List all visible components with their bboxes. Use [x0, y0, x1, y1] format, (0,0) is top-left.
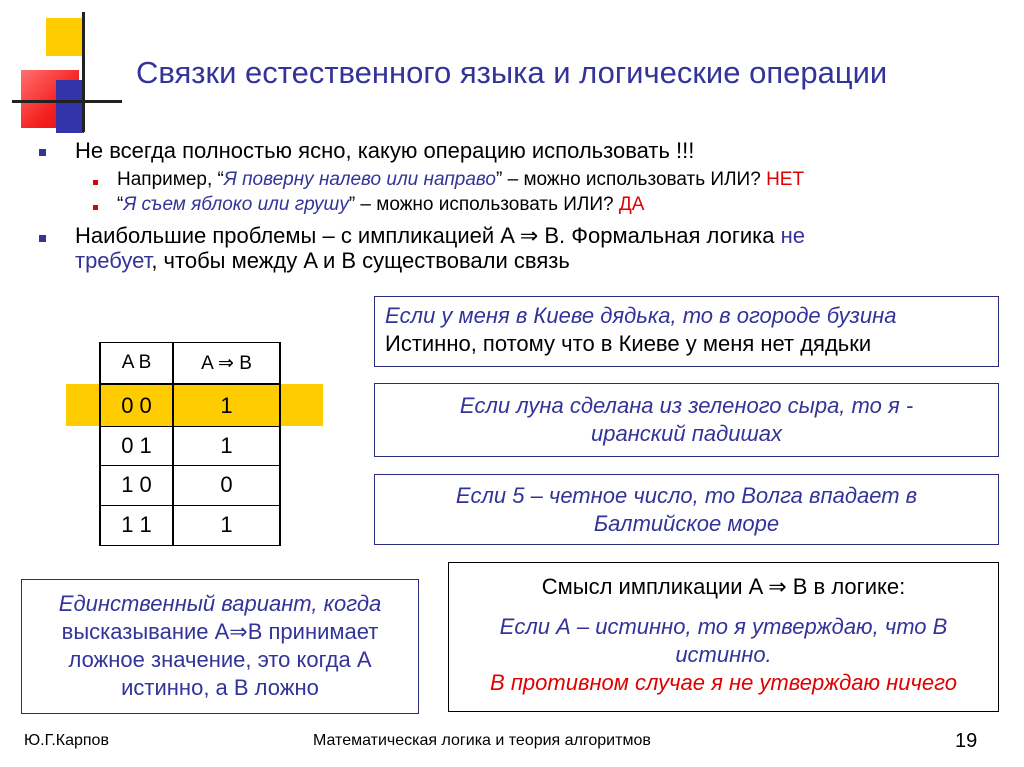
example-box-3 [374, 474, 999, 545]
example-3-line-2: Балтийское море [593, 511, 780, 536]
table-cell-ab: 0 1 [121, 433, 152, 458]
table-border-right [279, 342, 281, 546]
meaning-line-3: В противном случае я не утверждаю ничего [490, 670, 957, 695]
example-box-2 [374, 383, 999, 457]
implication-meaning-box [448, 562, 999, 712]
sub-bullet-icon [93, 205, 98, 210]
sub-bullet-1-answer: НЕТ [766, 169, 805, 190]
sub-bullet-1-middle: ” – можно использовать ИЛИ? [496, 169, 767, 190]
slide-title: Связки естественного языка и логические операции [136, 55, 888, 90]
meaning-line-1: Если А – истинно, то я утверждаю, что В [499, 614, 948, 639]
table-cell-result: 1 [220, 433, 233, 458]
falsity-note-box [21, 579, 419, 714]
table-header-divider [99, 383, 281, 385]
logo-blue-bar [56, 80, 84, 133]
meaning-heading: Смысл импликации A ⇒ B в логике: [541, 574, 906, 599]
table-border-bottom [99, 545, 281, 546]
table-header-ab: A B [121, 352, 152, 373]
table-cell-result: 0 [220, 472, 233, 497]
logo-horizontal-line [12, 100, 122, 103]
note-line-3: ложное значение, это когда А [68, 647, 372, 672]
bullet-square-icon [39, 149, 46, 156]
sub-bullet-1-prefix: Например, “ [117, 169, 224, 190]
bullet-2-line-1 [75, 223, 805, 249]
table-row-divider [99, 426, 281, 427]
bullet-1-text: Не всегда полностью ясно, какую операцию использовать !!! [75, 138, 695, 163]
footer-course: Математическая логика и теория алгоритмов [313, 732, 651, 749]
example-1-explanation: Истинно, потому что в Киеве у меня нет дядьки [385, 331, 872, 356]
note-line-4: истинно, а В ложно [121, 675, 319, 700]
bullet-2-part-2: , чтобы между A и B существовали связь [151, 248, 570, 273]
logo-vertical-line [82, 12, 85, 132]
note-line-1: Единственный вариант, когда [58, 591, 382, 616]
sub-bullet-1-example: Я поверну налево или направо [223, 169, 496, 190]
sub-bullet-icon [93, 180, 98, 185]
example-1-statement: Если у меня в Киеве дядька, то в огороде бузина [385, 303, 897, 328]
bullet-square-icon [39, 235, 46, 242]
table-header-implication: A ⇒ B [201, 353, 252, 374]
bullet-2-part-1: Наибольшие проблемы – с импликацией A ⇒ B. Формальная логика [75, 223, 781, 248]
table-cell-result: 1 [220, 512, 233, 537]
sub-bullet-2 [117, 194, 644, 216]
meaning-line-2: истинно. [675, 642, 772, 667]
table-cell-result: 1 [220, 393, 233, 418]
sub-bullet-1 [117, 169, 804, 191]
footer-author: Ю.Г.Карпов [24, 732, 109, 749]
table-row-divider [99, 465, 281, 466]
example-box-1 [374, 296, 999, 367]
note-line-2: высказывание A⇒B принимает [61, 619, 379, 644]
sub-bullet-2-answer: ДА [618, 194, 645, 215]
example-2-line-2: иранский падишах [590, 421, 783, 446]
logo-yellow-square [46, 18, 84, 56]
example-2-line-1: Если луна сделана из зеленого сыра, то я - [459, 393, 914, 418]
sub-bullet-2-example: Я съем яблоко или грушу [123, 194, 349, 215]
footer-page-number: 19 [955, 730, 978, 752]
table-cell-ab: 0 0 [121, 393, 152, 418]
table-border-top [99, 342, 281, 343]
bullet-2-emphasis-1: не [780, 223, 806, 248]
bullet-2-line-2 [75, 248, 570, 274]
table-cell-ab: 1 1 [121, 512, 152, 537]
table-cell-ab: 1 0 [121, 472, 152, 497]
example-3-line-1: Если 5 – четное число, то Волга впадает в [455, 483, 918, 508]
table-row-divider [99, 505, 281, 506]
bullet-2-emphasis-2: требует [75, 248, 152, 273]
sub-bullet-2-middle: ” – можно использовать ИЛИ? [348, 194, 619, 215]
sub-bullet-2-prefix: “ [117, 194, 124, 215]
